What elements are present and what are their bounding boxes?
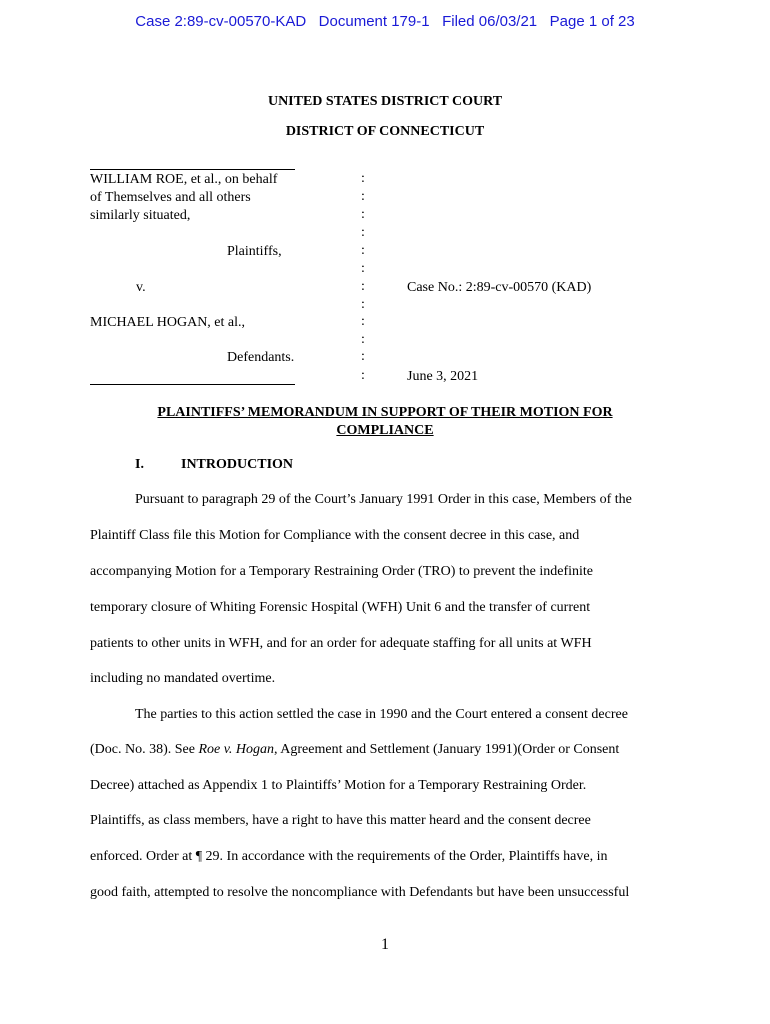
versus: v.	[136, 280, 146, 295]
section-heading	[135, 457, 293, 473]
section-title: INTRODUCTION	[181, 457, 294, 472]
caption-colon: :	[361, 332, 365, 347]
body-line: accompanying Motion for a Temporary Restraining Order (TRO) to prevent the indefinite	[90, 564, 594, 579]
caption-colon: :	[361, 171, 365, 186]
caption-colon: :	[361, 261, 365, 276]
document-title	[90, 404, 680, 440]
case-citation: Roe v. Hogan	[198, 742, 275, 757]
body-line: temporary closure of Whiting Forensic Hospital (WFH) Unit 6 and the transfer of current	[90, 600, 591, 615]
court-district: DISTRICT OF CONNECTICUT	[285, 124, 485, 139]
body-line: good faith, attempted to resolve the noncompliance with Defendants but have been unsuccessful	[90, 885, 630, 900]
caption-colon: :	[361, 243, 365, 258]
plaintiff-line-1: WILLIAM ROE, et al., on behalf	[90, 172, 278, 187]
body-line: Pursuant to paragraph 29 of the Court’s January 1991 Order in this case, Members of the	[135, 492, 632, 507]
caption-bottom-rule	[90, 384, 295, 385]
defendant-name: MICHAEL HOGAN, et al.,	[90, 315, 246, 330]
body-line: The parties to this action settled the case in 1990 and the Court entered a consent decree	[135, 707, 628, 722]
case-number: Case No.: 2:89-cv-00570 (KAD)	[407, 280, 592, 295]
filing-date: June 3, 2021	[407, 369, 479, 384]
document-title-line-1: PLAINTIFFS’ MEMORANDUM IN SUPPORT OF THEIR MOTION FOR	[157, 405, 613, 420]
caption-colon: :	[361, 189, 365, 204]
body-line: patients to other units in WFH, and for an order for adequate staffing for all units at WFH	[90, 636, 592, 651]
page-number: 1	[381, 936, 389, 953]
document-title-line-2: COMPLIANCE	[336, 423, 434, 438]
citation-prefix: (Doc. No. 38). See	[90, 742, 199, 757]
plaintiffs-label: Plaintiffs,	[227, 244, 282, 259]
filing-stamp: Case 2:89-cv-00570-KAD Document 179-1 Filed 06/03/21 Page 1 of 23	[135, 13, 635, 30]
plaintiff-line-2: of Themselves and all others	[90, 190, 251, 205]
caption-top-rule	[90, 169, 295, 170]
caption-colon: :	[361, 225, 365, 240]
body-line: Decree) attached as Appendix 1 to Plaintiffs’ Motion for a Temporary Restraining Order.	[90, 778, 587, 793]
caption-colon: :	[361, 207, 365, 222]
defendants-label: Defendants.	[227, 350, 295, 365]
caption-colon: :	[361, 297, 365, 312]
body-line: including no mandated overtime.	[90, 671, 276, 686]
caption-colon: :	[361, 368, 365, 383]
section-number: I.	[135, 457, 144, 472]
caption-colon: :	[361, 314, 365, 329]
plaintiff-line-3: similarly situated,	[90, 208, 191, 223]
caption-colon: :	[361, 349, 365, 364]
body-line-citation	[90, 742, 619, 758]
body-line: enforced. Order at ¶ 29. In accordance with the requirements of the Order, Plaintiffs have, in	[90, 849, 608, 864]
body-line: Plaintiff Class file this Motion for Compliance with the consent decree in this case, and	[90, 528, 580, 543]
caption-colon: :	[361, 279, 365, 294]
citation-suffix: , Agreement and Settlement (January 1991)(Order or Consent	[274, 742, 620, 757]
body-line: Plaintiffs, as class members, have a right to have this matter heard and the consent decree	[90, 813, 591, 828]
court-name: UNITED STATES DISTRICT COURT	[267, 94, 503, 109]
